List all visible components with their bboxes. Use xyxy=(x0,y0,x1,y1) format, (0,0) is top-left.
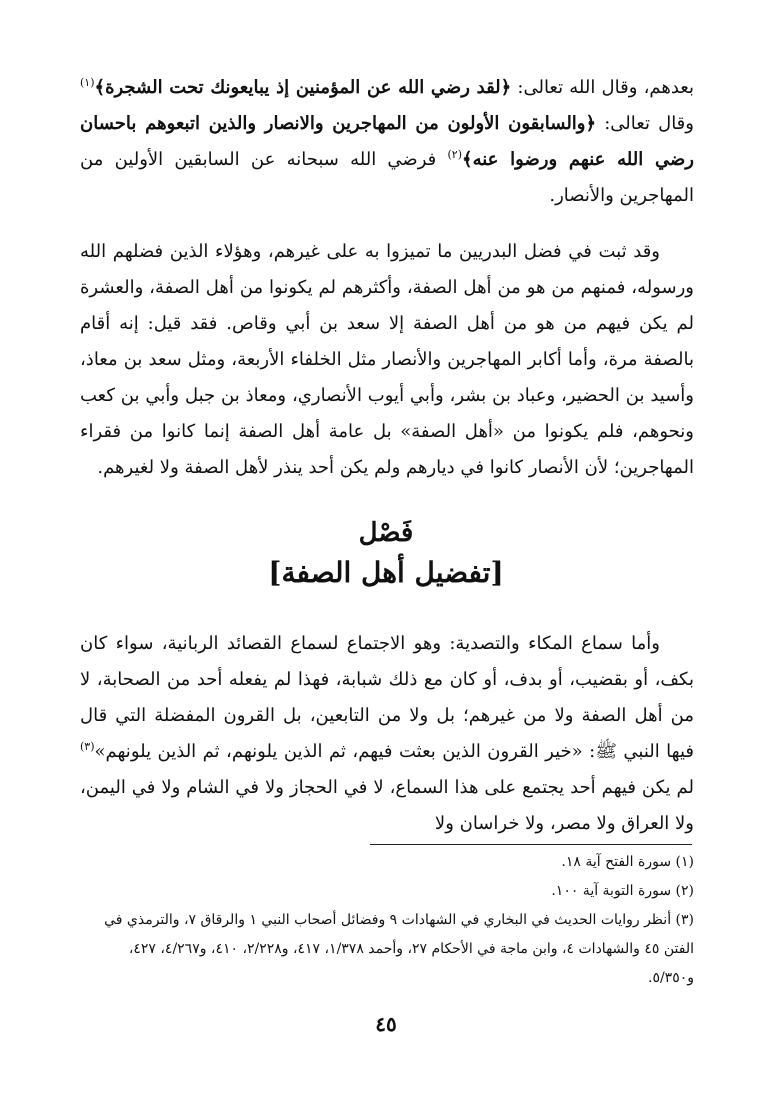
paragraph-1-text-a: بعدهم، وقال الله تعالى: xyxy=(511,77,694,98)
paragraph-1 xyxy=(80,70,694,214)
quran-quote-2: ﴿والسابقون الأولون من المهاجرين والانصار والذين اتبعوهم باحسان رضي الله عنهم ورضوا عنه﴾ xyxy=(80,113,694,170)
footnote-1: (١) سورة الفتح آية ١٨. xyxy=(561,854,694,870)
footnote-ref-1[interactable]: (١) xyxy=(80,76,95,89)
paragraph-1-text-b: وقال تعالى: xyxy=(596,113,694,134)
quran-quote-1: ﴿لقد رضي الله عن المؤمنين إذ يبايعونك تحت الشجرة﴾ xyxy=(94,77,512,98)
paragraph-2: وقد ثبت في فضل البدريين ما تميزوا به على غيرهم، وهؤلاء الذين فضلهم الله ورسوله، فمنهم من هو من أهل الصفة، وأكثرهم لم يكونوا من أهل الصفة، والعشرة لم يكن فيهم من هو من أهل الصفة إلا سعد بن أبي وقاص. فقد قيل: إنه أقام بالصفة مرة، وأما أكابر المهاجرين والأنصار مثل الخلفاء الأربعة، ومثل سعد بن معاذ، وأسيد بن الحضير، وعباد بن بشر، وأبي أيوب الأنصاري، ومعاذ بن جبل وأبي بن كعب ونحوهم، فلم يكونوا من «أهل الصفة» بل عامة أهل الصفة إنما كانوا من فقراء المهاجرين؛ لأن الأنصار كانوا في ديارهم ولم يكن أحد ينذر لأهل الصفة ولا لغيرهم. xyxy=(80,241,694,478)
section-heading xyxy=(0,514,772,594)
paragraph-1-text-c: فرضي الله سبحانه عن السابقين الأولين من المهاجرين والأنصار. xyxy=(80,149,694,206)
footnote-2: (٢) سورة التوبة آية ١٠٠. xyxy=(551,883,694,899)
footnotes xyxy=(80,848,694,993)
footnote-ref-2[interactable]: (٢) xyxy=(447,148,463,161)
paragraph-3-text-b: لم يكن فيهم أحد يجتمع على هذا السماع، لا في الحجاز ولا في الشام ولا في اليمن، ولا العراق ولا مصر، ولا خراسان ولا xyxy=(80,777,694,834)
main-text-bottom xyxy=(80,626,694,842)
section-subtitle: [تفضيل أهل الصفة] xyxy=(268,556,504,589)
section-title: فَصْل xyxy=(358,518,414,548)
footnote-3: (٣) أنظر روايات الحديث في البخاري في الشهادات ٩ وفضائل أصحاب النبي ١ والرقاق ٧، والترمذي في الفتن ٤٥ والشهادات ٤، وابن ماجة في الأحكام ٢٧، وأحمد ١/٣٧٨، ٤١٧، و٢/٢٢٨، ٤١٠، و٤/٢٦٧، ٤٢٧، و٥/٣٥٠. xyxy=(104,912,694,986)
page-number: ٤٥ xyxy=(375,1012,397,1036)
main-text-top xyxy=(80,70,694,486)
footnote-ref-3[interactable]: (٣) xyxy=(80,740,95,753)
paragraph-3 xyxy=(80,626,694,842)
footnote-divider xyxy=(370,844,692,845)
paragraph-3-text-a: وأما سماع المكاء والتصدية: وهو الاجتماع لسماع القصائد الربانية، سواء كان بكف، أو بقضيب، أو بدف، أو كان مع ذلك شبابة، فهذا لم يفعله أحد من الصحابة، لا من أهل الصفة ولا من غيرهم؛ بل ولا من التابعين، بل القرون المفضلة التي قال فيها النبي ﷺ: «خير القرون الذين بعثت فيهم، ثم الذين يلونهم، ثم الذين يلونهم» xyxy=(80,633,694,762)
